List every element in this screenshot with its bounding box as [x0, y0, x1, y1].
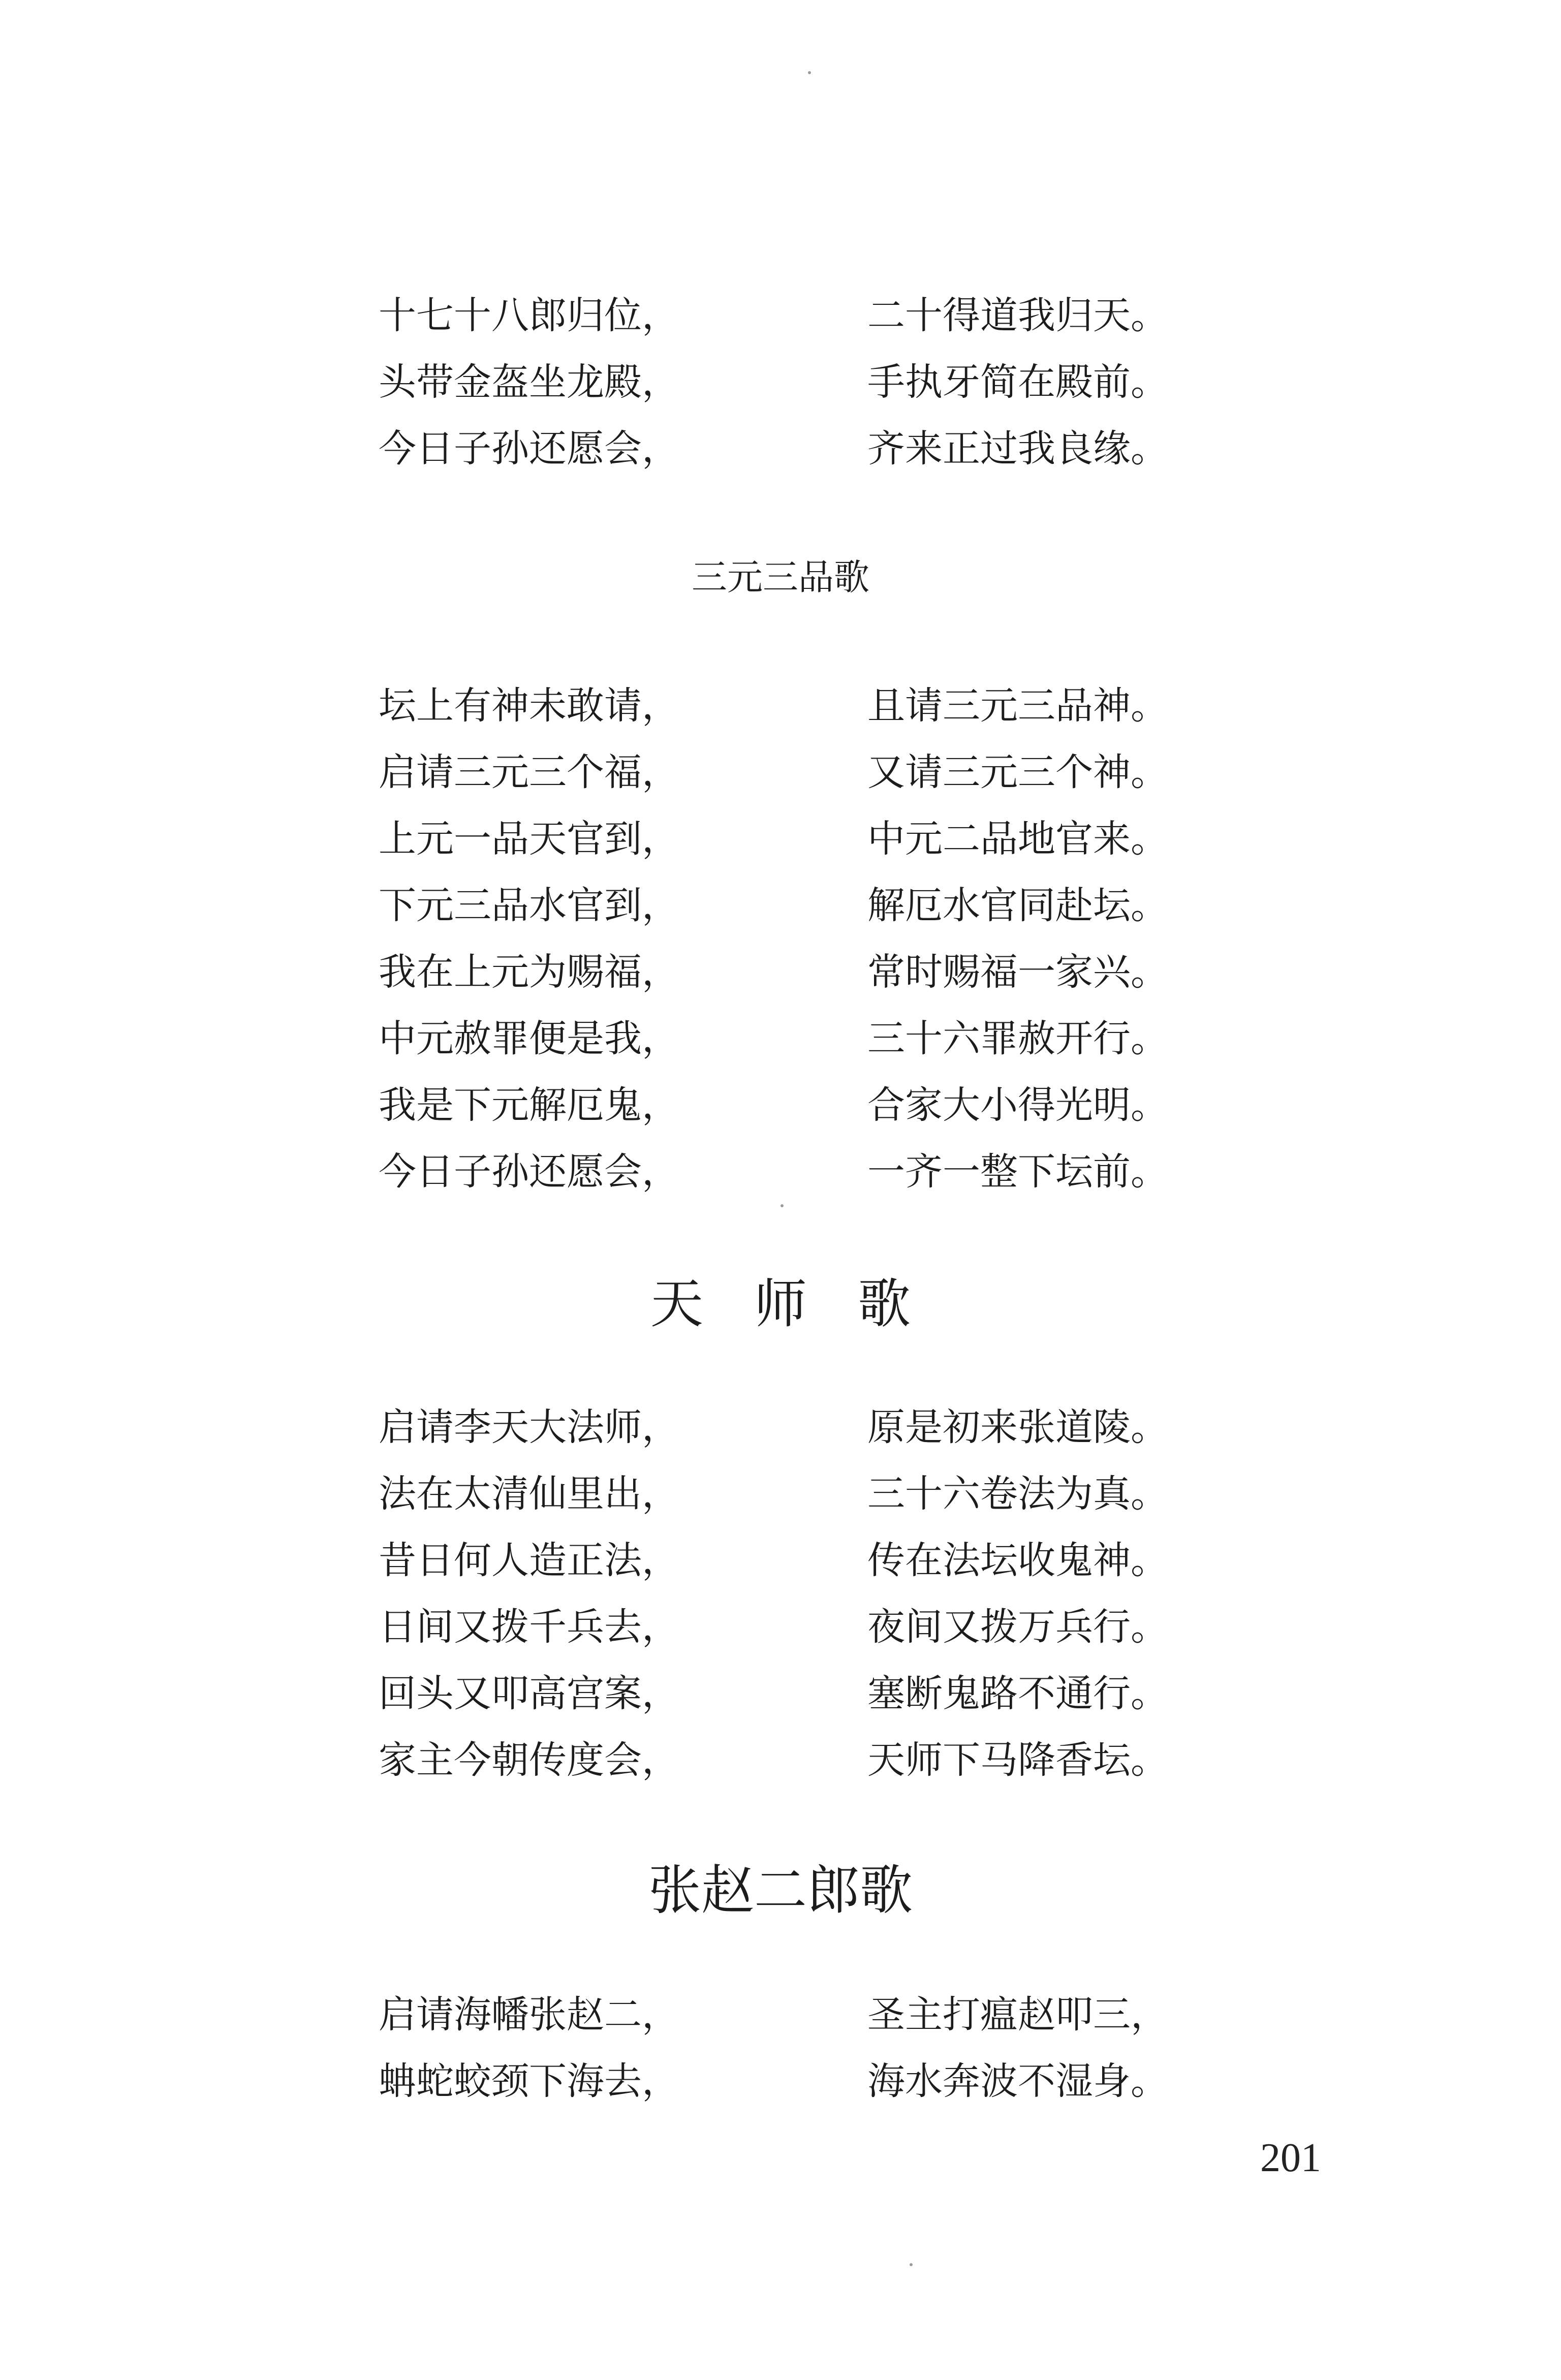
verse-line — [379, 1139, 1212, 1205]
verse-first-half: 中元赦罪便是我， — [379, 1017, 679, 1060]
verse-second-half: 解厄水官同赴坛。 — [867, 884, 1168, 927]
verse-block-zhangzhao — [379, 1982, 1212, 2115]
verse-first-half: 我是下元解厄鬼， — [379, 1083, 679, 1127]
verse-line — [379, 1527, 1212, 1594]
page-number: 201 — [1260, 2136, 1321, 2180]
verse-second-half: 传在法坛收鬼神。 — [867, 1539, 1168, 1582]
verse-first-half: 下元三品水官到， — [379, 884, 679, 927]
verse-second-half: 手执牙简在殿前。 — [867, 360, 1168, 404]
verse-second-half: 夜间又拨万兵行。 — [867, 1605, 1168, 1649]
verse-second-half: 一齐一整下坛前。 — [867, 1150, 1168, 1194]
verse-first-half: 十七十八郎归位， — [379, 294, 679, 337]
section-heading: 三元三品歌 — [692, 556, 869, 598]
verse-line — [379, 1461, 1212, 1527]
verse-second-half: 天师下马降香坛。 — [867, 1738, 1168, 1782]
verse-second-half: 中元二品地官来。 — [867, 817, 1168, 861]
verse-line — [379, 806, 1212, 872]
verse-line — [379, 283, 1212, 349]
verse-second-half: 常时赐福一家兴。 — [867, 950, 1168, 994]
verse-first-half: 法在太清仙里出， — [379, 1472, 679, 1516]
verse-line — [379, 349, 1212, 416]
verse-first-half: 我在上元为赐福， — [379, 950, 679, 994]
verse-line — [379, 1982, 1212, 2048]
verse-first-half: 日间又拨千兵去， — [379, 1605, 679, 1649]
verse-second-half: 圣主打瘟赵叩三， — [867, 1993, 1168, 2037]
verse-first-half: 今日子孙还愿会， — [379, 1150, 679, 1194]
print-speck — [808, 71, 811, 74]
verse-first-half: 启请海幡张赵二， — [379, 1993, 679, 2037]
verse-first-half: 家主今朝传度会， — [379, 1738, 679, 1782]
verse-second-half: 合家大小得光明。 — [867, 1083, 1168, 1127]
verse-block-tianshi — [379, 1394, 1212, 1794]
verse-line — [379, 939, 1212, 1006]
verse-line — [379, 1727, 1212, 1794]
verse-second-half: 原是初来张道陵。 — [867, 1405, 1168, 1449]
verse-first-half: 蚺蛇蛟颈下海去， — [379, 2059, 679, 2103]
section-heading: 张赵二郎歌 — [648, 1859, 913, 1921]
verse-second-half: 齐来正过我良缘。 — [867, 427, 1168, 471]
verse-line — [379, 872, 1212, 939]
verse-line — [379, 1072, 1212, 1139]
verse-first-half: 坛上有神未敢请， — [379, 684, 679, 728]
verse-first-half: 昔日何人造正法， — [379, 1539, 679, 1582]
verse-line — [379, 673, 1212, 739]
verse-line — [379, 739, 1212, 806]
verse-second-half: 海水奔波不湿身。 — [867, 2059, 1168, 2103]
verse-second-half: 塞断鬼路不通行。 — [867, 1672, 1168, 1715]
verse-first-half: 上元一品天官到， — [379, 817, 679, 861]
print-speck — [910, 2263, 913, 2266]
verse-second-half: 且请三元三品神。 — [867, 684, 1168, 728]
verse-line — [379, 1661, 1212, 1727]
verse-block-sanyuan — [379, 673, 1212, 1205]
verse-first-half: 启请三元三个福， — [379, 750, 679, 794]
verse-second-half: 又请三元三个神。 — [867, 750, 1168, 794]
verse-first-half: 启请李天大法师， — [379, 1405, 679, 1449]
verse-second-half: 三十六罪赦开行。 — [867, 1017, 1168, 1060]
verse-first-half: 今日子孙还愿会， — [379, 427, 679, 471]
verse-block-continuation — [379, 283, 1212, 482]
verse-second-half: 二十得道我归天。 — [867, 294, 1168, 337]
verse-line — [379, 2048, 1212, 2115]
verse-line — [379, 1394, 1212, 1461]
verse-line — [379, 416, 1212, 482]
verse-first-half: 头带金盔坐龙殿， — [379, 360, 679, 404]
section-heading: 天师歌 — [650, 1273, 961, 1335]
verse-line — [379, 1594, 1212, 1661]
verse-second-half: 三十六卷法为真。 — [867, 1472, 1168, 1516]
verse-line — [379, 1006, 1212, 1072]
verse-first-half: 回头又叩高宫案， — [379, 1672, 679, 1715]
